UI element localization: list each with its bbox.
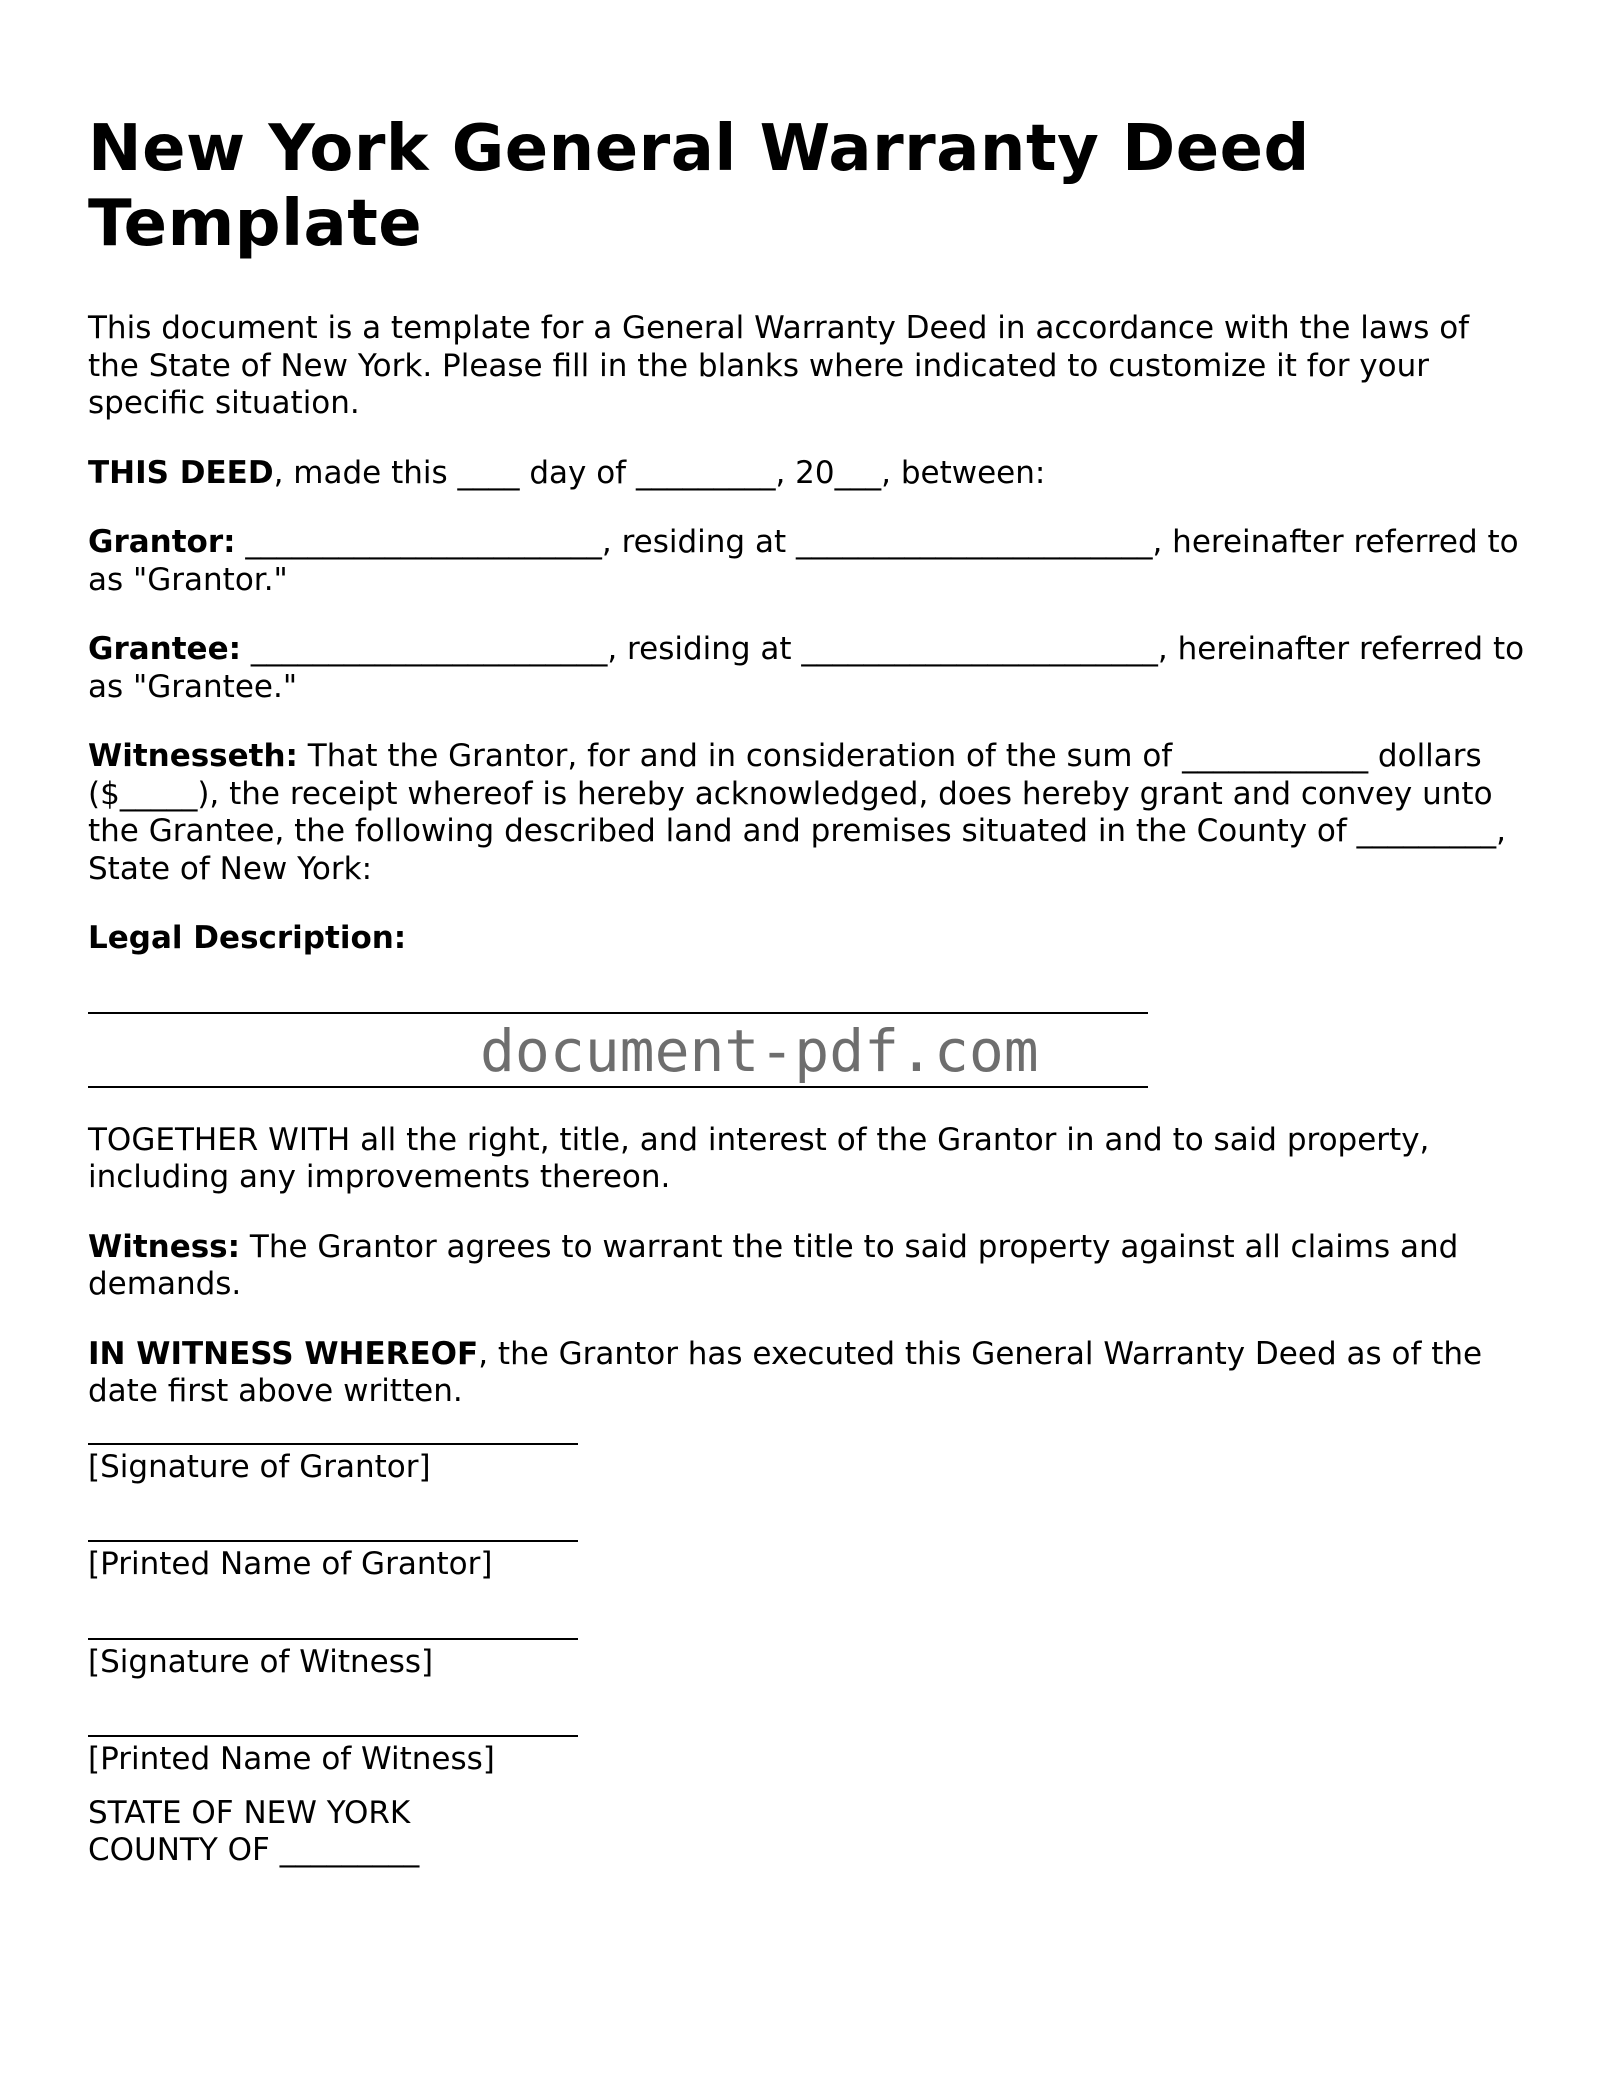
legal-description-line	[88, 1086, 1148, 1088]
grantee-label: Grantee:	[88, 631, 241, 667]
grantor-text: _______________________, residing at _______________________, hereinafter referred to as "Grantor."	[88, 524, 1519, 598]
deed-text: , made this ____ day of _________, 20___, between:	[273, 454, 1046, 491]
legal-description-lines	[88, 958, 1148, 1088]
signature-line	[88, 1638, 578, 1640]
signature-line	[88, 1735, 578, 1737]
printed-name-grantor	[88, 1540, 1528, 1584]
in-witness-text: , the Grantor has executed this General Warranty Deed as of the date first above written.	[88, 1335, 1483, 1409]
witnesseth-label: Witnesseth:	[88, 738, 298, 774]
printed-name-witness	[88, 1735, 1528, 1779]
grantee-text: _______________________, residing at _______________________, hereinafter referred to as "Grantee."	[88, 631, 1525, 705]
legal-description-heading: Legal Description:	[88, 920, 407, 956]
witnesseth-paragraph	[88, 738, 1528, 888]
signature-block	[88, 1443, 1528, 1779]
in-witness-paragraph	[88, 1336, 1528, 1411]
signature-line	[88, 1443, 578, 1445]
watermark: document-pdf.com	[480, 1016, 1039, 1085]
witness-paragraph	[88, 1229, 1528, 1304]
in-witness-label: IN WITNESS WHEREOF	[88, 1335, 479, 1372]
document-page	[88, 112, 1528, 1870]
witness-label: Witness:	[88, 1228, 241, 1265]
signature-label: [Printed Name of Witness]	[88, 1741, 495, 1777]
grantor-paragraph	[88, 524, 1528, 599]
grantee-paragraph	[88, 631, 1528, 706]
witnesseth-text: That the Grantor, for and in consideration of the sum of ____________ dollars ($_____), the receipt whereof is hereby acknowledged, does hereby grant and convey unto the Grantee, the following described land and premises situated in the County of _________, State of New York:	[88, 738, 1507, 887]
signature-line	[88, 1540, 578, 1542]
intro-paragraph: This document is a template for a General Warranty Deed in accordance with the laws of the State of New York. Please fill in the blanks where indicated to customize it for your specific situation.	[88, 310, 1470, 421]
legal-description-line	[88, 1012, 1148, 1014]
signature-label: [Signature of Witness]	[88, 1643, 434, 1680]
signature-label: [Printed Name of Grantor]	[88, 1546, 493, 1582]
signature-witness	[88, 1638, 1528, 1682]
document-title: New York General Warranty Deed Template	[88, 112, 1310, 261]
deed-label: THIS DEED	[88, 454, 274, 491]
signature-grantor	[88, 1443, 1528, 1487]
notary-state-block	[88, 1795, 1528, 1870]
deed-date-line	[88, 455, 1528, 493]
grantor-label: Grantor:	[88, 524, 236, 560]
state-line: STATE OF NEW YORK	[88, 1794, 411, 1831]
together-paragraph: TOGETHER WITH all the right, title, and interest of the Grantor in and to said property, including any improvements thereon.	[88, 1121, 1430, 1195]
signature-label: [Signature of Grantor]	[88, 1448, 431, 1485]
county-line: COUNTY OF _________	[88, 1832, 420, 1868]
witness-text: The Grantor agrees to warrant the title to said property against all claims and demands.	[88, 1228, 1459, 1302]
